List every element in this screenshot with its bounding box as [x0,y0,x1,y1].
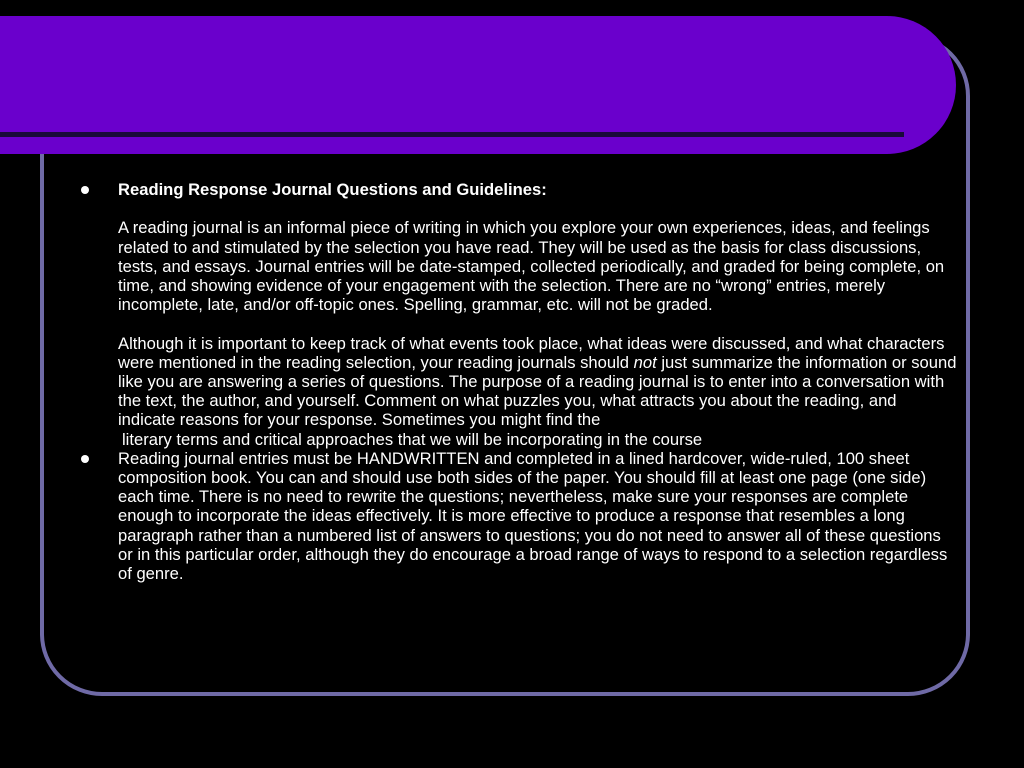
bullet-item [78,449,958,583]
emphasis-text: not [633,352,657,372]
text-span: just summarize the information or sound like you are answering a series of questions. The purpose of a reading journal is to enter into a conversation with the text, the author, and yourself. Comment on what puzzles you, what attracts you about the reading, and indicate reasons for your response. Sometimes you might find the [118,352,957,430]
bullet-dot-icon [81,186,89,194]
bullet-paragraph: A reading journal is an informal piece of writing in which you explore your own experiences, ideas, and feelings related to and stimulated by the selection you have read. They will be used as the basis for class discussions, tests, and essays. Journal entries will be date-stamped, collected periodically, and graded for being complete, on time, and showing evidence of your engagement with the selection. There are no “wrong” entries, merely incomplete, late, and/or off-topic ones. Spelling, grammar, etc. will not be graded. [118,218,945,315]
text-span: Although it is important to keep track of what events took place, what ideas were discussed, and what characters were mentioned in the reading selection, your reading journals should [118,333,945,372]
bullet-item [78,180,958,449]
paragraph-gap [118,314,958,333]
bullet-paragraph [118,334,958,430]
title-underline [0,132,904,137]
slide-content [78,180,958,583]
bullet-paragraph-line: literary terms and critical approaches that we will be incorporating in the course [122,429,703,449]
bullet-dot-icon [81,455,89,463]
bullet-heading: Reading Response Journal Questions and Guidelines: [118,180,547,199]
bullet-paragraph: Reading journal entries must be HANDWRITTEN and completed in a lined hardcover, wide-ruled, 100 sheet composition book. You can and should use both sides of the paper. You should fill at least one page (one side) each time. There is no need to rewrite the questions; nevertheless, make sure your responses are complete enough to incorporate the ideas effectively. It is more effective to produce a response that resembles a long paragraph rather than a numbered list of answers to questions; you do not need to answer all of these questions or in this particular order, although they do encourage a broad range of ways to respond to a selection regardless of genre. [118,448,948,584]
